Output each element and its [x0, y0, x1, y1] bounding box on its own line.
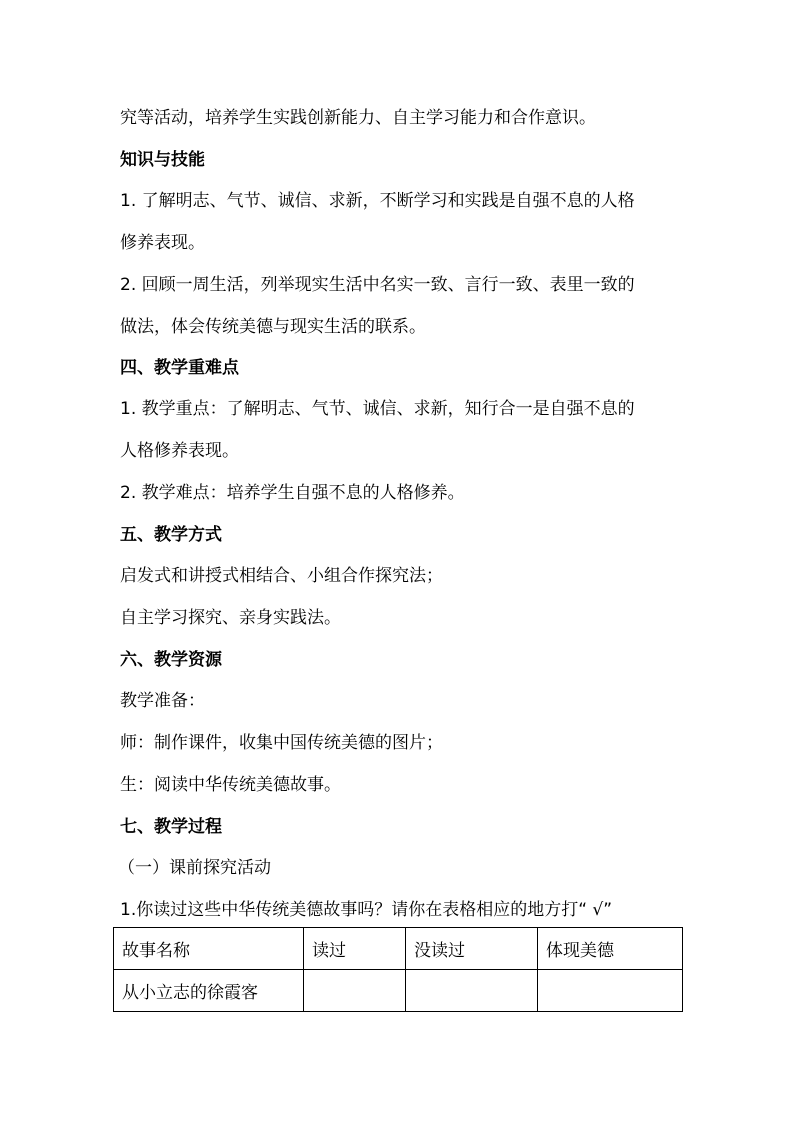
paragraph-text: 2. 教学难点：培养学生自强不息的人格修养。: [120, 483, 465, 503]
paragraph-text: 启发式和讲授式相结合、小组合作探究法；: [120, 566, 443, 586]
section-heading-teaching-method: 五、教学方式: [120, 525, 222, 545]
paragraph-text: 自主学习探究、亲身实践法。: [120, 608, 341, 628]
paragraph-text: 人格修养表现。: [120, 441, 239, 461]
paragraph-text: 做法，体会传统美德与现实生活的联系。: [120, 317, 426, 337]
story-table: [113, 927, 683, 1012]
section-heading-teaching-resources: 六、教学资源: [120, 650, 222, 670]
table-cell: [538, 970, 683, 1012]
section-heading-knowledge-skills: 知识与技能: [120, 150, 205, 170]
table-cell: [406, 970, 538, 1012]
section-heading-key-points: 四、教学重难点: [120, 358, 239, 378]
paragraph-text: 教学准备：: [120, 691, 205, 711]
paragraph-text: 2. 回顾一周生活，列举现实生活中名实一致、言行一致、表里一致的: [120, 275, 635, 295]
paragraph-text: 究等活动，培养学生实践创新能力、自主学习能力和合作意识。: [120, 108, 596, 128]
paragraph-text: 师：制作课件，收集中国传统美德的图片；: [120, 733, 443, 753]
paragraph-text: 生：阅读中华传统美德故事。: [120, 775, 341, 795]
paragraph-text: 1. 了解明志、气节、诚信、求新，不断学习和实践是自强不息的人格: [120, 191, 635, 211]
paragraph-text: 修养表现。: [120, 233, 205, 253]
paragraph-text: 1.你读过这些中华传统美德故事吗？请你在表格相应的地方打“ √”: [120, 900, 613, 920]
table-row: [114, 970, 683, 1012]
table-header-cell: 读过: [304, 928, 406, 970]
section-heading-teaching-process: 七、教学过程: [120, 817, 222, 837]
table-header-cell: 没读过: [406, 928, 538, 970]
subsection-heading: （一）课前探究活动: [118, 858, 271, 878]
paragraph-text: 1. 教学重点：了解明志、气节、诚信、求新，知行合一是自强不息的: [120, 399, 635, 419]
table-header-row: [114, 928, 683, 970]
table-cell: [304, 970, 406, 1012]
table-cell: 从小立志的徐霞客: [114, 970, 304, 1012]
table-header-cell: 故事名称: [114, 928, 304, 970]
table-header-cell: 体现美德: [538, 928, 683, 970]
